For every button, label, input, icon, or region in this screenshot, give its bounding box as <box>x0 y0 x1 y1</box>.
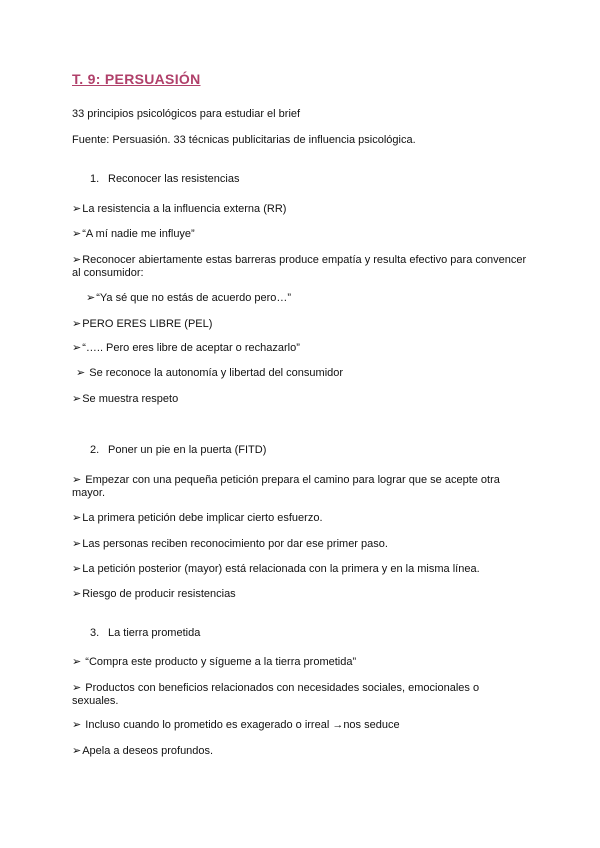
list-item <box>72 474 520 500</box>
arrow-bullet-icon: ➢ <box>72 474 82 486</box>
arrow-bullet-icon: ➢ <box>72 342 82 354</box>
list-item-text: Apela a deseos profundos. <box>82 745 214 757</box>
section-heading-text: La tierra prometida <box>108 627 201 639</box>
list-item-text: La primera petición debe implicar cierto esfuerzo. <box>82 512 323 524</box>
subtitle: 33 principios psicológicos para estudiar el brief <box>72 108 301 120</box>
list-item-text: “Ya sé que no estás de acuerdo pero…” <box>96 292 292 304</box>
list-item-text: Incluso cuando lo prometido es exagerado o irreal →nos seduce <box>85 719 400 731</box>
source-line: Fuente: Persuasión. 33 técnicas publicitarias de influencia psicológica. <box>72 134 416 146</box>
list-item-text: “Compra este producto y sígueme a la tierra prometida” <box>85 656 357 668</box>
arrow-bullet-icon: ➢ <box>72 538 82 550</box>
list-item-text: Productos con beneficios relacionados con necesidades sociales, emocionales o sexuales. <box>72 682 480 707</box>
section-heading-1 <box>90 173 520 186</box>
list-item-text: PERO ERES LIBRE (PEL) <box>82 318 213 330</box>
list-item-text: Riesgo de producir resistencias <box>82 588 236 600</box>
page-title: T. 9: PERSUASIÓN <box>72 71 201 87</box>
list-item <box>72 538 520 551</box>
arrow-bullet-icon: ➢ <box>72 588 82 600</box>
arrow-bullet-icon: ➢ <box>72 719 82 731</box>
section-number: 3. <box>90 627 100 639</box>
list-item-text: Reconocer abiertamente estas barreras produce empatía y resulta efectivo para convencer al consumidor: <box>72 254 527 279</box>
list-item <box>72 393 520 406</box>
list-item-text: La resistencia a la influencia externa (RR) <box>82 203 287 215</box>
list-item-text: Se reconoce la autonomía y libertad del consumidor <box>89 367 344 379</box>
arrow-bullet-icon: ➢ <box>86 292 96 304</box>
section-heading-2 <box>90 444 520 457</box>
arrow-bullet-icon: ➢ <box>72 563 82 575</box>
list-item <box>86 292 520 305</box>
section-heading-3 <box>90 627 520 640</box>
list-item <box>72 656 520 669</box>
section-number: 2. <box>90 444 100 456</box>
list-item-text: Se muestra respeto <box>82 393 179 405</box>
list-item <box>72 588 520 601</box>
list-item-text: “….. Pero eres libre de aceptar o rechazarlo” <box>82 342 300 354</box>
arrow-bullet-icon: ➢ <box>72 656 82 668</box>
list-item <box>72 318 520 331</box>
arrow-bullet-icon: ➢ <box>72 228 82 240</box>
section-number: 1. <box>90 173 100 185</box>
arrow-bullet-icon: ➢ <box>72 318 82 330</box>
list-item <box>72 745 520 758</box>
list-item <box>72 228 520 241</box>
list-item <box>72 682 510 708</box>
section-heading-text: Poner un pie en la puerta (FITD) <box>108 444 267 456</box>
list-item <box>72 203 520 216</box>
arrow-bullet-icon: ➢ <box>72 682 82 694</box>
list-item <box>72 254 530 280</box>
list-item <box>72 719 520 732</box>
section-heading-text: Reconocer las resistencias <box>108 173 240 185</box>
list-item-text: Las personas reciben reconocimiento por dar ese primer paso. <box>82 538 388 550</box>
list-item <box>72 342 520 355</box>
arrow-bullet-icon: ➢ <box>72 512 82 524</box>
arrow-bullet-icon: ➢ <box>72 254 82 266</box>
list-item <box>72 563 520 576</box>
list-item-text: “A mí nadie me influye” <box>82 228 195 240</box>
arrow-bullet-icon: ➢ <box>72 393 82 405</box>
list-item <box>76 367 520 380</box>
arrow-bullet-icon: ➢ <box>72 745 82 757</box>
arrow-bullet-icon: ➢ <box>72 203 82 215</box>
list-item-text: Empezar con una pequeña petición prepara el camino para lograr que se acepte otra mayor. <box>72 474 500 499</box>
arrow-bullet-icon: ➢ <box>76 367 86 379</box>
list-item <box>72 512 520 525</box>
list-item-text: La petición posterior (mayor) está relacionada con la primera y en la misma línea. <box>82 563 480 575</box>
